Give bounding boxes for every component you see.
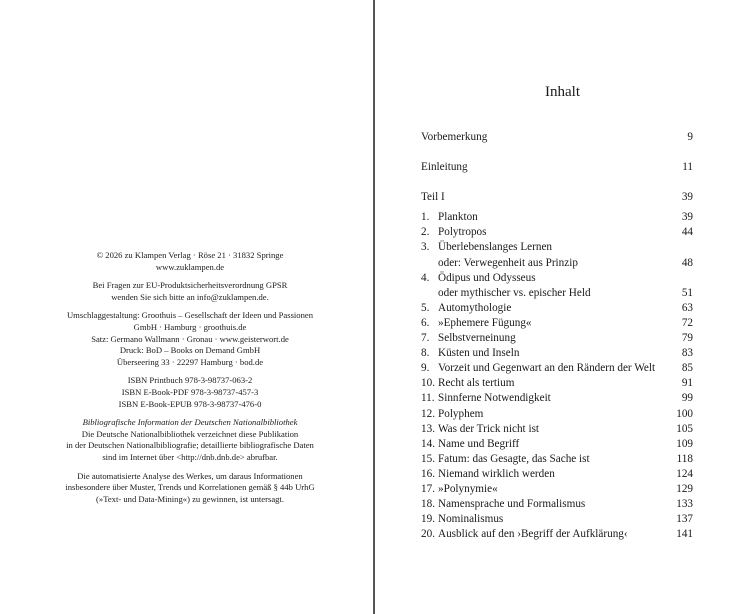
dnb-line: sind im Internet über <http://dnb.dnb.de> abrufbar. — [102, 451, 278, 462]
toc-chapter-number: 19. — [421, 513, 435, 526]
dnb-heading: Bibliografische Information der Deutschen Nationalbibliothek — [82, 417, 298, 428]
toc-chapter[interactable] — [421, 422, 693, 437]
isbn-line: ISBN E-Book-PDF 978-3-98737-457-3 — [121, 386, 259, 397]
toc-page-number: 133 — [676, 498, 693, 511]
toc-chapter[interactable] — [421, 437, 693, 452]
toc-chapter-number: 20. — [421, 528, 435, 541]
credits-line: Druck: BoD – Books on Demand GmbH — [119, 345, 261, 356]
tdm-line: (»Text- und Data-Mining«) zu gewinnen, ist untersagt. — [96, 493, 284, 504]
toc-chapter-continuation[interactable] — [421, 286, 693, 301]
toc-chapter-title: Automythologie — [438, 301, 512, 314]
toc-chapter-number: 18. — [421, 498, 435, 511]
toc-chapter-number: 1. — [421, 211, 430, 224]
dnb-block — [40, 417, 340, 463]
toc-page-number: 9 — [687, 131, 693, 143]
toc-page-number: 39 — [681, 211, 693, 224]
toc-chapter[interactable] — [421, 240, 693, 255]
toc-chapter-title: Ödipus und Odysseus — [438, 271, 536, 284]
toc-entry[interactable] — [421, 130, 693, 145]
imprint — [40, 250, 340, 512]
toc-page-number: 129 — [676, 482, 693, 495]
toc-chapter-title: Selbstverneinung — [438, 332, 516, 345]
isbn-line: ISBN Printbuch 978-3-98737-063-2 — [127, 375, 253, 386]
toc-chapter-title: oder mythischer vs. epischer Held — [438, 286, 591, 299]
gpsr-line: wenden Sie sich bitte an info@zuklampen.de. — [111, 291, 269, 302]
copyright-line: © 2026 zu Klampen Verlag · Röse 21 · 31832 Springe — [96, 250, 284, 260]
right-page — [375, 0, 750, 614]
toc-chapter[interactable] — [421, 361, 693, 376]
toc-chapter[interactable] — [421, 407, 693, 422]
toc-chapter[interactable] — [421, 225, 693, 240]
toc-entry[interactable] — [421, 190, 693, 205]
toc-chapter[interactable] — [421, 301, 693, 316]
toc-chapter-title: Nominalismus — [438, 513, 504, 526]
toc-chapter[interactable] — [421, 346, 693, 361]
copyright-block — [40, 250, 340, 273]
tdm-block — [40, 471, 340, 506]
toc-chapter[interactable] — [421, 271, 693, 286]
toc-entry-title: Vorbemerkung — [421, 131, 488, 143]
toc-chapter[interactable] — [421, 376, 693, 391]
toc-chapter-title: Ausblick auf den ›Begriff der Aufklärung‹ — [438, 528, 628, 541]
credits-line: Satz: Germano Wallmann · Gronau · www.geisterwort.de — [91, 333, 289, 344]
toc-page-number: 124 — [676, 467, 693, 480]
toc-chapter-number: 8. — [421, 347, 430, 360]
toc-chapter-number: 7. — [421, 332, 430, 345]
credits-line: Überseering 33 · 22297 Hamburg · bod.de — [116, 356, 264, 367]
toc-chapter-number: 10. — [421, 377, 435, 390]
credits-line: GmbH · Hamburg · groothuis.de — [133, 321, 247, 332]
toc-chapter-title: Vorzeit und Gegenwart an den Rändern der Welt — [438, 362, 656, 375]
publisher-url[interactable]: www.zuklampen.de — [155, 261, 225, 272]
toc-page-number: 141 — [676, 528, 693, 541]
toc-page-number: 100 — [676, 407, 693, 420]
toc-chapter-title: Überlebenslanges Lernen — [438, 241, 552, 254]
toc-chapter-title: Was der Trick nicht ist — [438, 422, 540, 435]
toc-page-number: 85 — [681, 362, 693, 375]
toc-chapter-continuation[interactable] — [421, 256, 693, 271]
dnb-line: in der Deutschen Nationalbibliografie; detaillierte bibliografische Daten — [66, 440, 314, 451]
toc-chapter-title: Polytropos — [438, 226, 487, 239]
toc-chapter-number: 15. — [421, 452, 435, 465]
tdm-line: insbesondere über Muster, Trends und Korrelationen gemäß § 44b UrhG — [65, 482, 315, 493]
toc-page-number: 83 — [681, 347, 693, 360]
toc-chapter-number: 6. — [421, 316, 430, 329]
toc-chapter[interactable] — [421, 331, 693, 346]
toc-entry-title: Teil I — [421, 191, 445, 204]
toc-chapter-number: 17. — [421, 482, 435, 495]
toc-page-number: 39 — [681, 191, 693, 204]
toc-chapter-number: 9. — [421, 362, 430, 375]
tdm-line: Die automatisierte Analyse des Werkes, um daraus Informationen — [77, 470, 303, 481]
toc-page-number: 11 — [682, 161, 693, 174]
toc-chapter[interactable] — [421, 391, 693, 406]
toc-chapter-title: Plankton — [438, 211, 478, 224]
credits-block — [40, 310, 340, 368]
toc-title: Inhalt — [545, 84, 580, 100]
toc-chapter-number: 5. — [421, 301, 430, 314]
toc-chapter-title: Polyphem — [438, 407, 484, 420]
gpsr-line: Bei Fragen zur EU-Produktsicherheitsverordnung GPSR — [92, 280, 288, 291]
toc-page-number: 118 — [676, 452, 693, 465]
toc-chapter-title: oder: Verwegenheit aus Prinzip — [438, 256, 578, 269]
toc-page-number: 48 — [681, 256, 693, 269]
toc-chapter-number: 12. — [421, 407, 435, 420]
toc-chapter-number: 13. — [421, 422, 435, 435]
toc-chapter-title: »Polynymie« — [438, 482, 498, 495]
toc-chapter-title: Fatum: das Gesagte, das Sache ist — [438, 452, 590, 465]
toc-chapter-title: Küsten und Inseln — [438, 347, 520, 360]
toc-chapter[interactable] — [421, 482, 693, 497]
dnb-line: Die Deutsche Nationalbibliothek verzeichnet diese Publikation — [81, 428, 299, 439]
toc-page-number: 72 — [681, 316, 693, 329]
toc-chapter[interactable] — [421, 210, 693, 225]
toc-chapter-title: »Ephemere Fügung« — [438, 316, 532, 329]
toc-page-number: 137 — [676, 513, 693, 526]
toc-chapter-number: 3. — [421, 241, 430, 254]
toc-page-number: 79 — [681, 332, 693, 345]
toc-page-number: 109 — [676, 437, 693, 450]
toc-chapter[interactable] — [421, 452, 693, 467]
toc-chapter-number: 4. — [421, 271, 430, 284]
toc-chapter[interactable] — [421, 512, 693, 527]
toc-page-number: 44 — [681, 226, 693, 239]
toc-chapter-title: Namensprache und Formalismus — [438, 498, 586, 511]
toc-chapter[interactable] — [421, 527, 693, 542]
isbn-line: ISBN E-Book-EPUB 978-3-98737-476-0 — [118, 398, 262, 409]
table-of-contents — [421, 130, 693, 542]
toc-chapter[interactable] — [421, 467, 693, 482]
toc-chapter-title: Recht als tertium — [438, 377, 515, 390]
toc-page-number: 51 — [681, 286, 693, 299]
toc-page-number: 105 — [676, 422, 693, 435]
isbn-block — [40, 375, 340, 410]
toc-page-number: 91 — [681, 377, 693, 390]
toc-chapter[interactable] — [421, 316, 693, 331]
toc-chapter-number: 11. — [421, 392, 435, 405]
toc-page-number: 63 — [681, 301, 693, 314]
toc-chapter-number: 14. — [421, 437, 435, 450]
toc-entry[interactable] — [421, 160, 693, 175]
gpsr-block — [40, 280, 340, 303]
toc-chapter-title: Name und Begriff — [438, 437, 520, 450]
toc-entry-title: Einleitung — [421, 161, 468, 174]
toc-chapter[interactable] — [421, 497, 693, 512]
toc-chapter-number: 2. — [421, 226, 430, 239]
toc-chapter-title: Niemand wirklich werden — [438, 467, 555, 480]
toc-chapter-number: 16. — [421, 467, 435, 480]
toc-chapter-title: Sinnferne Notwendigkeit — [438, 392, 551, 405]
left-page — [0, 0, 373, 614]
credits-line: Umschlaggestaltung: Groothuis – Gesellschaft der Ideen und Passionen — [66, 310, 314, 321]
toc-page-number: 99 — [681, 392, 693, 405]
